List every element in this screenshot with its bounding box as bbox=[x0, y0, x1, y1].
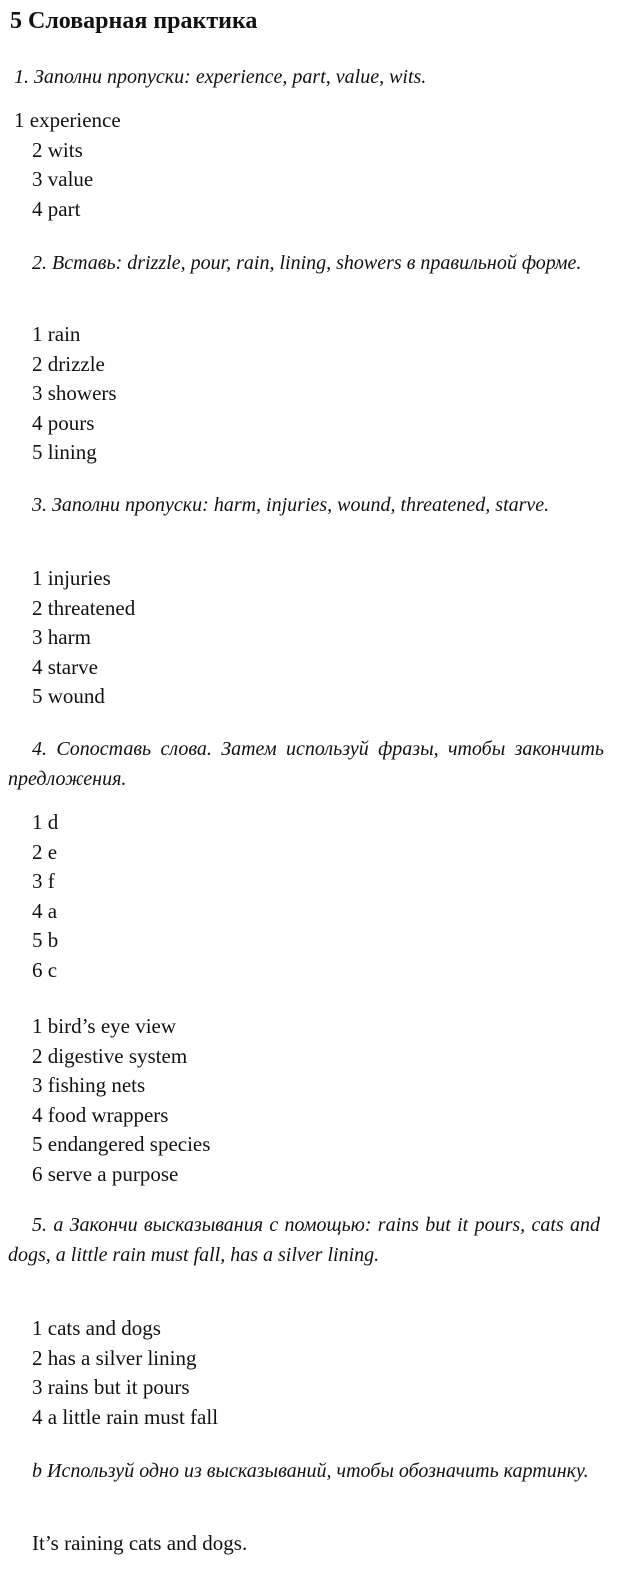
list-item: 2 drizzle bbox=[32, 351, 105, 376]
list-item: 2 wits bbox=[32, 137, 83, 162]
list-item: 6 serve a purpose bbox=[32, 1161, 179, 1186]
list-item: 1 injuries bbox=[32, 566, 111, 590]
page-title: 5 Словарная практика bbox=[10, 8, 258, 34]
list-item: 2 digestive system bbox=[32, 1043, 188, 1068]
instruction-4: 4. Сопоставь слова. Затем используй фразы, чтобы закончить предложения. bbox=[8, 738, 604, 790]
list-item: 4 starve bbox=[32, 654, 98, 679]
answer-list-3 bbox=[32, 564, 135, 712]
list-item: 3 value bbox=[32, 167, 94, 191]
list-item: 2 has a silver lining bbox=[32, 1345, 197, 1370]
answer-list-4a bbox=[32, 808, 58, 985]
answer-list-5a bbox=[32, 1314, 218, 1432]
list-item: 3 harm bbox=[32, 625, 91, 649]
list-item: 5 b bbox=[32, 928, 59, 952]
list-item: 4 a little rain must fall bbox=[32, 1404, 219, 1429]
list-item: 4 part bbox=[32, 196, 81, 221]
list-item: 5 endangered species bbox=[32, 1132, 211, 1156]
list-item: 5 lining bbox=[32, 440, 97, 464]
answer-list-1 bbox=[14, 106, 121, 224]
instruction-2: 2. Вставь: drizzle, pour, rain, lining, showers в правильной форме. bbox=[32, 252, 582, 274]
list-item: 5 wound bbox=[32, 684, 105, 708]
list-item: 2 e bbox=[32, 839, 58, 864]
answer-list-4b bbox=[32, 1012, 210, 1189]
instruction-3: 3. Заполни пропуски: harm, injuries, wound, threatened, starve. bbox=[32, 494, 550, 516]
list-item: 1 cats and dogs bbox=[32, 1316, 161, 1340]
list-item: 3 fishing nets bbox=[32, 1073, 146, 1097]
list-item: 1 rain bbox=[32, 322, 81, 346]
list-item: 2 threatened bbox=[32, 595, 136, 620]
instruction-5b: b Используй одно из высказываний, чтобы обозначить картинку. bbox=[32, 1460, 589, 1482]
list-item: 6 c bbox=[32, 957, 58, 982]
answer-list-2 bbox=[32, 320, 117, 468]
list-item: 4 food wrappers bbox=[32, 1102, 169, 1127]
list-item: 4 a bbox=[32, 898, 58, 923]
list-item: 1 experience bbox=[14, 108, 121, 132]
list-item: 3 showers bbox=[32, 381, 117, 405]
list-item: 1 bird’s eye view bbox=[32, 1014, 177, 1038]
instruction-1: 1. Заполни пропуски: experience, part, value, wits. bbox=[14, 66, 427, 88]
list-item: 4 pours bbox=[32, 410, 95, 435]
list-item: 1 d bbox=[32, 810, 59, 834]
list-item: 3 rains but it pours bbox=[32, 1375, 190, 1399]
final-answer: It’s raining cats and dogs. bbox=[32, 1531, 248, 1555]
list-item: 3 f bbox=[32, 869, 55, 893]
instruction-5a: 5. a Закончи высказывания с помощью: rains but it pours, cats and dogs, a little rain must fall, has a silver lining. bbox=[8, 1214, 600, 1266]
